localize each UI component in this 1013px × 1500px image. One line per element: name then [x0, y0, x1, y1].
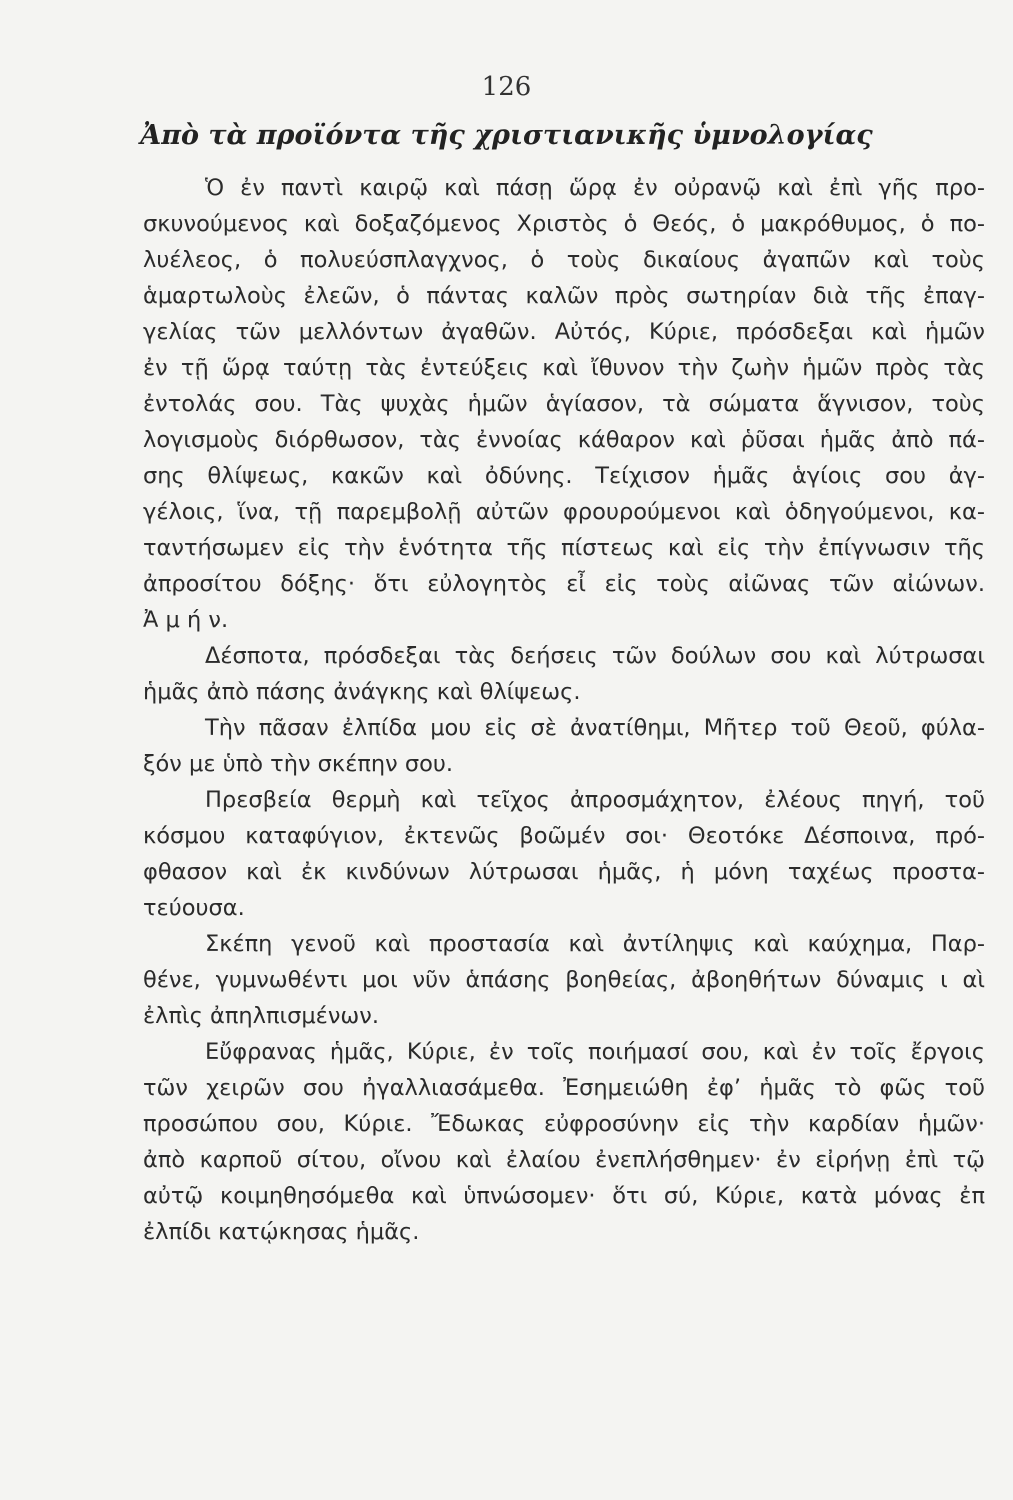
text-line: ἀπὸ καρποῦ σίτου, οἴνου καὶ ἐλαίου ἐνεπλήσθημεν· ἐν εἰρήνῃ ἐπὶ τῷ	[143, 1147, 985, 1173]
text-line: σης θλίψεως, κακῶν καὶ ὀδύνης. Τείχισον ἡμᾶς ἁγίοις σου ἀγ-	[143, 463, 985, 489]
text-line: σκυνούμενος καὶ δοξαζόμενος Χριστὸς ὁ Θεός, ὁ μακρόθυμος, ὁ πο-	[143, 211, 985, 237]
text-line: Πρεσβεία θερμὴ καὶ τεῖχος ἀπροσμάχητον, ἐλέους πηγή, τοῦ	[205, 787, 985, 813]
chapter-title: Ἀπὸ τὰ προϊόντα τῆς χριστιανικῆς ὑμνολογίας	[140, 120, 873, 151]
text-line: φθασον καὶ ἐκ κινδύνων λύτρωσαι ἡμᾶς, ἡ μόνη ταχέως προστα-	[143, 859, 985, 885]
text-line: Εὔφρανας ἡμᾶς, Κύριε, ἐν τοῖς ποιήμασί σου, καὶ ἐν τοῖς ἔργοις	[205, 1039, 985, 1065]
text-line: Ὁ ἐν παντὶ καιρῷ καὶ πάσῃ ὥρᾳ ἐν οὐρανῷ καὶ ἐπὶ γῆς προ-	[205, 175, 985, 201]
text-line: λογισμοὺς διόρθωσον, τὰς ἐννοίας κάθαρον καὶ ῥῦσαι ἡμᾶς ἀπὸ πά-	[143, 427, 985, 453]
text-line: τῶν χειρῶν σου ἠγαλλιασάμεθα. Ἐσημειώθη ἐφ’ ἡμᾶς τὸ φῶς τοῦ	[143, 1075, 985, 1101]
text-line: ἐλπίδι κατῴκησας ἡμᾶς.	[143, 1219, 420, 1245]
text-line: Ἀ μ ή ν.	[143, 607, 229, 633]
text-line: Δέσποτα, πρόσδεξαι τὰς δεήσεις τῶν δούλων σου καὶ λύτρωσαι	[205, 643, 985, 669]
text-line: ἡμᾶς ἀπὸ πάσης ἀνάγκης καὶ θλίψεως.	[143, 679, 581, 705]
page-number: 126	[481, 72, 532, 102]
text-line: θένε, γυμνωθέντι μοι νῦν ἁπάσης βοηθείας, ἀβοηθήτων δύναμις ι αὶ	[143, 967, 985, 993]
text-line: ταντήσωμεν εἰς τὴν ἑνότητα τῆς πίστεως καὶ εἰς τὴν ἐπίγνωσιν τῆς	[143, 535, 985, 561]
text-line: τεύουσα.	[143, 895, 245, 921]
text-line: ἐν τῇ ὥρᾳ ταύτῃ τὰς ἐντεύξεις καὶ ἴθυνον τὴν ζωὴν ἡμῶν πρὸς τὰς	[143, 355, 985, 381]
text-line: ξόν με ὑπὸ τὴν σκέπην σου.	[143, 751, 454, 777]
text-line: προσώπου σου, Κύριε. Ἔδωκας εὐφροσύνην εἰς τὴν καρδίαν ἡμῶν·	[143, 1111, 985, 1137]
text-line: Τὴν πᾶσαν ἐλπίδα μου εἰς σὲ ἀνατίθημι, Μῆτερ τοῦ Θεοῦ, φύλα-	[205, 715, 985, 741]
text-line: ἐντολάς σου. Τὰς ψυχὰς ἡμῶν ἁγίασον, τὰ σώματα ἅγνισον, τοὺς	[143, 391, 985, 417]
text-line: λυέλεος, ὁ πολυεύσπλαγχνος, ὁ τοὺς δικαίους ἀγαπῶν καὶ τοὺς	[143, 247, 985, 273]
text-line: Σκέπη γενοῦ καὶ προστασία καὶ ἀντίληψις καὶ καύχημα, Παρ-	[205, 931, 985, 957]
text-line: γελίας τῶν μελλόντων ἀγαθῶν. Αὐτός, Κύριε, πρόσδεξαι καὶ ἡμῶν	[143, 319, 985, 345]
text-line: γέλοις, ἵνα, τῇ παρεμβολῇ αὐτῶν φρουρούμενοι καὶ ὁδηγούμενοι, κα-	[143, 499, 985, 525]
text-line: ἀπροσίτου δόξης· ὅτι εὐλογητὸς εἶ εἰς τοὺς αἰῶνας τῶν αἰώνων.	[143, 571, 985, 597]
text-line: ἁμαρτωλοὺς ἐλεῶν, ὁ πάντας καλῶν πρὸς σωτηρίαν διὰ τῆς ἐπαγ-	[143, 283, 985, 309]
text-line: ἐλπὶς ἀπηλπισμένων.	[143, 1003, 379, 1029]
text-line: αὐτῷ κοιμηθησόμεθα καὶ ὑπνώσομεν· ὅτι σύ, Κύριε, κατὰ μόνας ἐπ	[143, 1183, 985, 1209]
text-line: κόσμου καταφύγιον, ἐκτενῶς βοῶμέν σοι· Θεοτόκε Δέσποινα, πρό-	[143, 823, 985, 849]
